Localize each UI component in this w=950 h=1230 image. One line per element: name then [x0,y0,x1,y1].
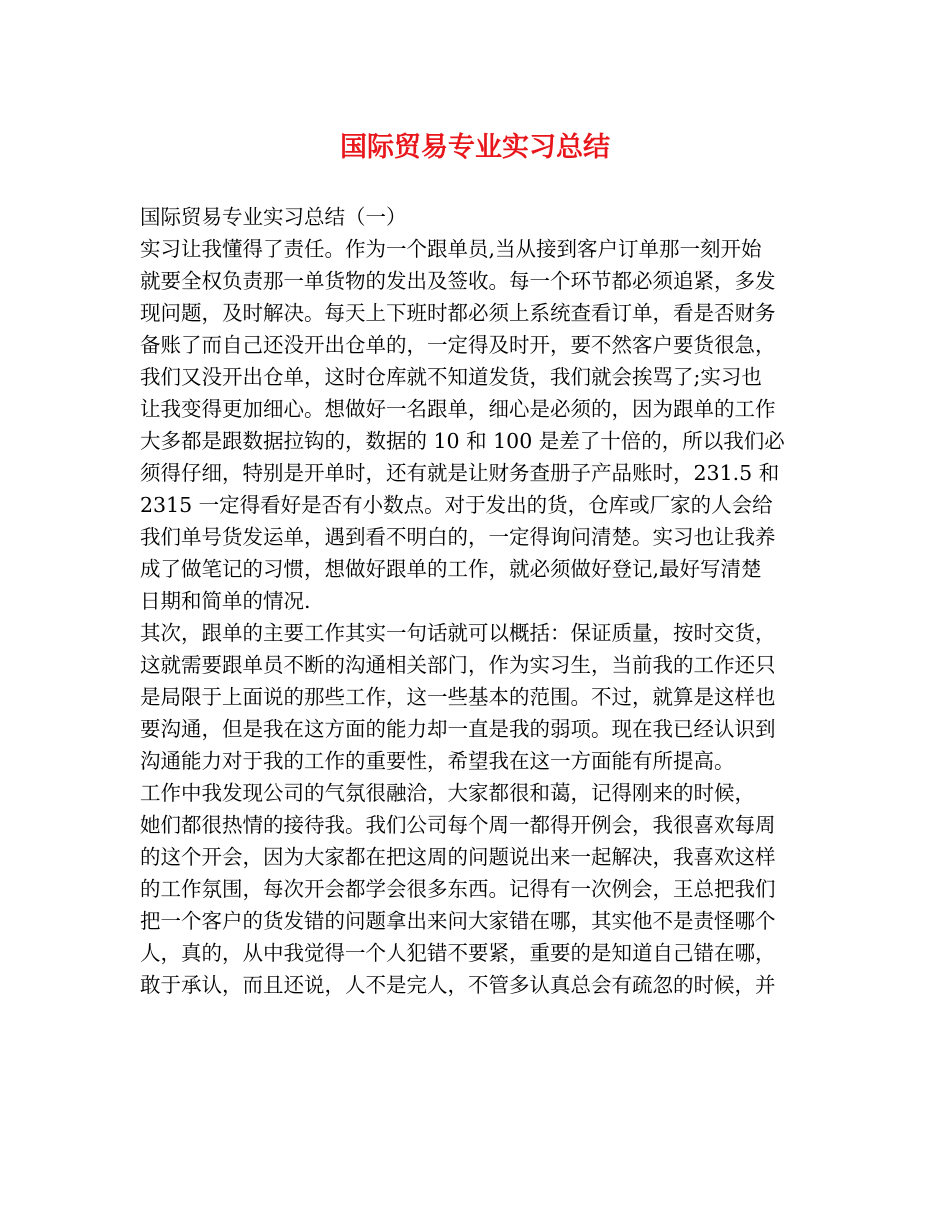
text-line: 工作中我发现公司的气氛很融洽，大家都很和蔼，记得刚来的时候， [140,781,755,805]
text-line: 成了做笔记的习惯，想做好跟单的工作，就必须做好登记,最好写清楚 [140,557,762,581]
text-line: 让我变得更加细心。想做好一名跟单，细心是必须的，因为跟单的工作 [140,397,776,421]
text-line: 沟通能力对于我的工作的重要性，希望我在这一方面能有所提高。 [140,749,735,773]
text-line: 备账了而自己还没开出仓单的，一定得及时开，要不然客户要货很急， [140,333,776,357]
text-line: 我们单号货发运单，遇到看不明白的，一定得询问清楚。实习也让我养 [140,525,776,549]
text-line: 我们又没开出仓单，这时仓库就不知道发货，我们就会挨骂了;实习也 [140,365,762,389]
section-heading: 国际贸易专业实习总结（一） [140,205,407,229]
text-line: 要沟通，但是我在这方面的能力却一直是我的弱项。现在我已经认识到 [140,717,776,741]
text-line: 的工作氛围，每次开会都学会很多东西。记得有一次例会，王总把我们 [140,877,776,901]
text-line: 她们都很热情的接待我。我们公司每个周一都得开例会，我很喜欢每周 [140,813,776,837]
text-line: 把一个客户的货发错的问题拿出来问大家错在哪，其实他不是责怪哪个 [140,909,776,933]
document-title: 国际贸易专业实习总结 [340,132,610,163]
text-line: 实习让我懂得了责任。作为一个跟单员,当从接到客户订单那一刻开始 [140,237,762,261]
text-line: 就要全权负责那一单货物的发出及签收。每一个环节都必须追紧，多发 [140,269,776,293]
text-line: 须得仔细，特别是开单时，还有就是让财务查册子产品账时，231.5 和 [140,461,780,485]
text-line: 大多都是跟数据拉钩的，数据的 10 和 100 是差了十倍的，所以我们必 [140,429,785,453]
text-line: 敢于承认，而且还说，人不是完人，不管多认真总会有疏忽的时候，并 [140,973,776,997]
text-line: 现问题，及时解决。每天上下班时都必须上系统查看订单，看是否财务 [140,301,776,325]
text-line: 日期和简单的情况. [140,589,311,613]
text-line: 是局限于上面说的那些工作，这一些基本的范围。不过，就算是这样也 [140,685,776,709]
text-line: 2315 一定得看好是否有小数点。对于发出的货，仓库或厂家的人会给 [140,493,773,517]
text-line: 的这个开会，因为大家都在把这周的问题说出来一起解决，我喜欢这样 [140,845,776,869]
text-line: 其次，跟单的主要工作其实一句话就可以概括：保证质量，按时交货， [140,621,776,645]
text-line: 人，真的，从中我觉得一个人犯错不要紧，重要的是知道自己错在哪， [140,941,776,965]
text-line: 这就需要跟单员不断的沟通相关部门，作为实习生，当前我的工作还只 [140,653,776,677]
